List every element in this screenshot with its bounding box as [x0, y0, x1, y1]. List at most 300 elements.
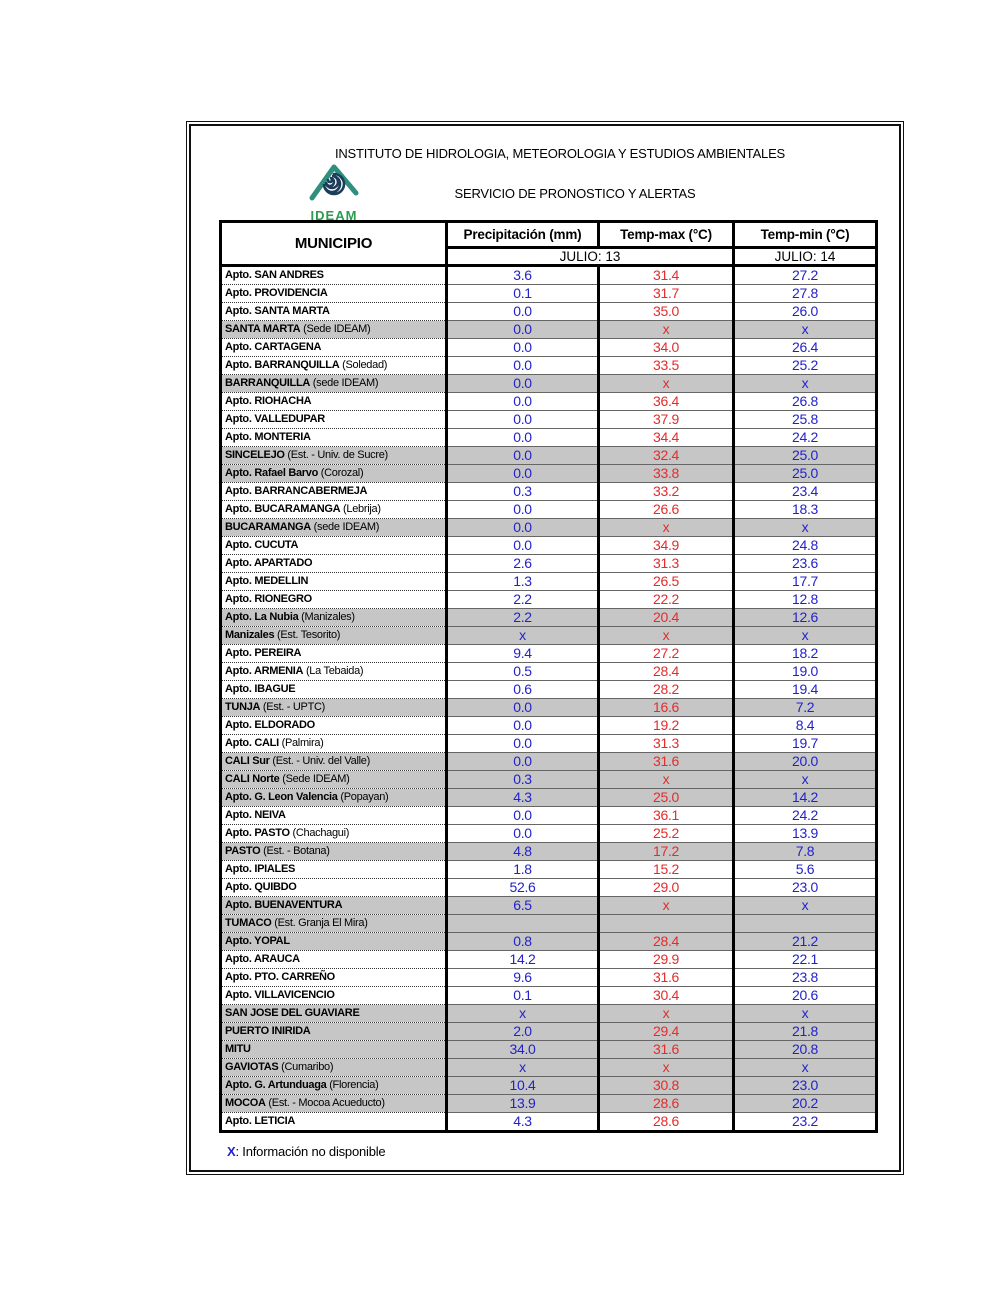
tempmin-value: x	[734, 1005, 877, 1023]
tempmin-value: 21.2	[734, 933, 877, 951]
tempmax-value: x	[599, 1005, 734, 1023]
municipio-name: PUERTO INIRIDA	[225, 1025, 311, 1037]
precipitation-value: 2.0	[447, 1023, 599, 1041]
tempmin-value: 17.7	[734, 573, 877, 591]
municipio-note: (Popayan)	[337, 791, 389, 803]
table-row	[221, 1023, 877, 1041]
table-row	[221, 303, 877, 321]
municipio-cell	[221, 357, 447, 375]
tempmin-value: x	[734, 627, 877, 645]
tempmax-value: 26.6	[599, 501, 734, 519]
tempmax-value: x	[599, 771, 734, 789]
municipio-note: (Est. - Botana)	[260, 845, 330, 857]
precipitation-value: 6.5	[447, 897, 599, 915]
municipio-note: (Chachagui)	[289, 827, 350, 839]
municipio-cell	[221, 537, 447, 555]
municipio-note: (Florencia)	[326, 1079, 379, 1091]
tempmin-value: 7.2	[734, 699, 877, 717]
municipio-name: Apto. SAN ANDRES	[225, 269, 324, 281]
municipio-cell	[221, 266, 447, 285]
precipitation-value: 0.0	[447, 825, 599, 843]
precipitation-value	[447, 915, 599, 933]
precipitation-value: 0.0	[447, 429, 599, 447]
precipitation-value: 0.3	[447, 771, 599, 789]
tempmin-value: 25.0	[734, 465, 877, 483]
municipio-note: (sede IDEAM)	[310, 377, 379, 389]
table-row	[221, 627, 877, 645]
tempmax-value: 26.5	[599, 573, 734, 591]
municipio-cell	[221, 915, 447, 933]
tempmin-value: 18.3	[734, 501, 877, 519]
municipio-cell	[221, 699, 447, 717]
table-row	[221, 429, 877, 447]
tempmin-value: 24.8	[734, 537, 877, 555]
date-header-julio14: JULIO: 14	[734, 248, 877, 266]
tempmax-value: 30.4	[599, 987, 734, 1005]
table-row	[221, 735, 877, 753]
municipio-name: Apto. G. Artunduaga	[225, 1079, 327, 1091]
tempmax-value: 25.0	[599, 789, 734, 807]
tempmin-value: 25.8	[734, 411, 877, 429]
municipio-cell	[221, 663, 447, 681]
table-row	[221, 861, 877, 879]
municipio-cell	[221, 645, 447, 663]
tempmin-value: 20.0	[734, 753, 877, 771]
municipio-name: Apto. RIONEGRO	[225, 593, 312, 605]
table-row	[221, 771, 877, 789]
tempmin-value: 23.8	[734, 969, 877, 987]
precipitation-value: 14.2	[447, 951, 599, 969]
municipio-note: (La Tebaida)	[303, 665, 364, 677]
table-row	[221, 609, 877, 627]
municipio-cell	[221, 501, 447, 519]
table-row	[221, 807, 877, 825]
municipio-note: (Est. Granja El Mira)	[271, 917, 368, 929]
tempmin-value: 25.2	[734, 357, 877, 375]
municipio-name: Apto. IPIALES	[225, 863, 296, 875]
tempmax-value: 28.2	[599, 681, 734, 699]
precipitation-value: 4.3	[447, 1113, 599, 1132]
precipitation-value: 4.8	[447, 843, 599, 861]
precipitation-value: 0.0	[447, 537, 599, 555]
municipio-name: Apto. CARTAGENA	[225, 341, 322, 353]
tempmin-value: 7.8	[734, 843, 877, 861]
table-row	[221, 717, 877, 735]
precipitation-value: 0.0	[447, 807, 599, 825]
precipitation-value: 0.8	[447, 933, 599, 951]
municipio-note: (Palmira)	[278, 737, 324, 749]
precipitation-value: 4.3	[447, 789, 599, 807]
precipitation-value: 34.0	[447, 1041, 599, 1059]
precipitation-value: 3.6	[447, 266, 599, 285]
table-row	[221, 519, 877, 537]
precipitation-value: 0.0	[447, 519, 599, 537]
tempmin-value: 24.2	[734, 807, 877, 825]
tempmax-value: 29.4	[599, 1023, 734, 1041]
municipio-cell	[221, 897, 447, 915]
municipio-note: (Soledad)	[339, 359, 388, 371]
table-row	[221, 285, 877, 303]
table-row	[221, 501, 877, 519]
municipio-note: (Corozal)	[318, 467, 364, 479]
municipio-note: (Sede IDEAM)	[279, 773, 350, 785]
precipitation-value: x	[447, 1005, 599, 1023]
municipio-name: Apto. APARTADO	[225, 557, 313, 569]
tempmax-value: x	[599, 627, 734, 645]
weather-table-body	[221, 266, 877, 1132]
municipio-note: (Sede IDEAM)	[300, 323, 371, 335]
precipitation-value: 9.6	[447, 969, 599, 987]
precipitation-value: 1.8	[447, 861, 599, 879]
municipio-note: (Manizales)	[298, 611, 355, 623]
municipio-name: Apto. ELDORADO	[225, 719, 315, 731]
precipitation-value: 0.0	[447, 375, 599, 393]
precipitation-value: 0.0	[447, 699, 599, 717]
tempmax-value: 33.2	[599, 483, 734, 501]
municipio-cell	[221, 321, 447, 339]
table-row	[221, 879, 877, 897]
municipio-cell	[221, 987, 447, 1005]
municipio-cell	[221, 555, 447, 573]
tempmin-value: x	[734, 771, 877, 789]
municipio-name: Apto. RIOHACHA	[225, 395, 312, 407]
municipio-name: Apto. BARRANQUILLA	[225, 359, 340, 371]
table-row	[221, 591, 877, 609]
tempmin-value: 23.4	[734, 483, 877, 501]
table-row	[221, 789, 877, 807]
precipitation-value: 0.0	[447, 393, 599, 411]
tempmax-value: 31.3	[599, 555, 734, 573]
municipio-cell	[221, 1023, 447, 1041]
municipio-name: Apto. PTO. CARREÑO	[225, 971, 335, 983]
municipio-cell	[221, 753, 447, 771]
municipio-name: GAVIOTAS	[225, 1061, 279, 1073]
municipio-name: Apto. G. Leon Valencia	[225, 791, 338, 803]
precipitation-value: 0.0	[447, 753, 599, 771]
precipitation-value: 0.1	[447, 987, 599, 1005]
table-row	[221, 393, 877, 411]
precipitation-value: 0.0	[447, 411, 599, 429]
tempmin-value: 18.2	[734, 645, 877, 663]
municipio-cell	[221, 627, 447, 645]
municipio-cell	[221, 807, 447, 825]
precipitation-value: 0.3	[447, 483, 599, 501]
table-row	[221, 447, 877, 465]
tempmin-value: 19.4	[734, 681, 877, 699]
municipio-name: Apto. CUCUTA	[225, 539, 299, 551]
municipio-cell	[221, 843, 447, 861]
tempmax-value: 27.2	[599, 645, 734, 663]
table-row	[221, 266, 877, 285]
tempmax-value: x	[599, 897, 734, 915]
precipitation-value: x	[447, 1059, 599, 1077]
municipio-cell	[221, 375, 447, 393]
municipio-cell	[221, 879, 447, 897]
tempmin-value: 22.1	[734, 951, 877, 969]
municipio-name: Apto. La Nubia	[225, 611, 299, 623]
municipio-note: (Est. - UPTC)	[260, 701, 326, 713]
municipio-name: Apto. VALLEDUPAR	[225, 413, 325, 425]
tempmin-value: 19.7	[734, 735, 877, 753]
tempmin-value: 27.2	[734, 266, 877, 285]
municipio-name: Apto. BARRANCABERMEJA	[225, 485, 368, 497]
service-subtitle: SERVICIO DE PRONOSTICO Y ALERTAS	[454, 186, 696, 201]
municipio-cell	[221, 969, 447, 987]
municipio-note: (Cumaribo)	[278, 1061, 334, 1073]
tempmax-value: 31.6	[599, 969, 734, 987]
tempmin-value: x	[734, 375, 877, 393]
tempmin-value: 13.9	[734, 825, 877, 843]
legend-text: : Información no disponible	[235, 1144, 386, 1159]
municipio-name: Apto. MONTERIA	[225, 431, 311, 443]
precipitation-value: 0.0	[447, 357, 599, 375]
municipio-name: CALI Sur	[225, 755, 270, 767]
tempmin-value: 20.8	[734, 1041, 877, 1059]
table-row	[221, 537, 877, 555]
table-row	[221, 1095, 877, 1113]
table-row	[221, 663, 877, 681]
tempmax-value: 31.6	[599, 1041, 734, 1059]
table-row	[221, 1005, 877, 1023]
tempmax-value: x	[599, 1059, 734, 1077]
tempmin-value: x	[734, 321, 877, 339]
municipio-name: PASTO	[225, 845, 261, 857]
document-header	[191, 126, 899, 223]
municipio-cell	[221, 285, 447, 303]
tempmax-value: 33.8	[599, 465, 734, 483]
municipio-name: Apto. PROVIDENCIA	[225, 287, 328, 299]
municipio-note: (Est. - Univ. de Sucre)	[284, 449, 388, 461]
tempmin-value: 12.6	[734, 609, 877, 627]
tempmax-value: 36.1	[599, 807, 734, 825]
tempmax-value: 34.4	[599, 429, 734, 447]
tempmin-value: 20.2	[734, 1095, 877, 1113]
column-header-municipio: MUNICIPIO	[221, 222, 447, 266]
tempmax-value: 29.0	[599, 879, 734, 897]
table-row	[221, 321, 877, 339]
municipio-cell	[221, 447, 447, 465]
table-row	[221, 375, 877, 393]
municipio-name: Apto. ARAUCA	[225, 953, 300, 965]
municipio-cell	[221, 789, 447, 807]
tempmax-value: 31.6	[599, 753, 734, 771]
precipitation-value: 2.6	[447, 555, 599, 573]
table-row	[221, 843, 877, 861]
table-row	[221, 573, 877, 591]
table-row	[221, 933, 877, 951]
tempmax-value: 31.4	[599, 266, 734, 285]
municipio-cell	[221, 717, 447, 735]
date-header-julio13: JULIO: 13	[447, 248, 734, 266]
tempmin-value: 19.0	[734, 663, 877, 681]
municipio-cell	[221, 1059, 447, 1077]
tempmax-value: 34.9	[599, 537, 734, 555]
municipio-name: Apto. QUIBDO	[225, 881, 297, 893]
tempmax-value: 15.2	[599, 861, 734, 879]
municipio-name: Apto. NEIVA	[225, 809, 286, 821]
tempmax-value: x	[599, 321, 734, 339]
municipio-name: Apto. LETICIA	[225, 1115, 296, 1127]
municipio-cell	[221, 771, 447, 789]
municipio-name: MOCOA	[225, 1097, 266, 1109]
table-row	[221, 483, 877, 501]
municipio-cell	[221, 1113, 447, 1132]
municipio-name: Apto. CALI	[225, 737, 279, 749]
municipio-cell	[221, 825, 447, 843]
table-row	[221, 987, 877, 1005]
municipio-cell	[221, 465, 447, 483]
tempmax-value: 25.2	[599, 825, 734, 843]
municipio-cell	[221, 1077, 447, 1095]
tempmax-value: 28.4	[599, 663, 734, 681]
municipio-cell	[221, 609, 447, 627]
tempmin-value: 25.0	[734, 447, 877, 465]
municipio-cell	[221, 339, 447, 357]
municipio-cell	[221, 861, 447, 879]
precipitation-value: 0.0	[447, 501, 599, 519]
tempmin-value: x	[734, 1059, 877, 1077]
table-row	[221, 699, 877, 717]
tempmax-value: 36.4	[599, 393, 734, 411]
table-row	[221, 411, 877, 429]
table-row	[221, 1077, 877, 1095]
tempmin-value: x	[734, 519, 877, 537]
municipio-name: Apto. PEREIRA	[225, 647, 302, 659]
tempmin-value	[734, 915, 877, 933]
tempmin-value: 23.0	[734, 1077, 877, 1095]
municipio-name: Apto. Rafael Barvo	[225, 467, 319, 479]
municipio-name: Apto. IBAGUE	[225, 683, 296, 695]
municipio-name: Apto. SANTA MARTA	[225, 305, 330, 317]
precipitation-value: x	[447, 627, 599, 645]
municipio-note: (Est. - Mocoa Acueducto)	[265, 1097, 385, 1109]
tempmax-value: 28.6	[599, 1095, 734, 1113]
tempmax-value: 33.5	[599, 357, 734, 375]
column-header-tempmin: Temp-min (°C)	[734, 222, 877, 248]
tempmin-value: 26.4	[734, 339, 877, 357]
municipio-cell	[221, 411, 447, 429]
municipio-name: Apto. ARMENIA	[225, 665, 304, 677]
municipio-name: SINCELEJO	[225, 449, 285, 461]
tempmin-value: 24.2	[734, 429, 877, 447]
municipio-cell	[221, 735, 447, 753]
tempmin-value: 23.0	[734, 879, 877, 897]
table-row	[221, 825, 877, 843]
table-row	[221, 357, 877, 375]
tempmin-value: 26.8	[734, 393, 877, 411]
tempmax-value: 28.4	[599, 933, 734, 951]
municipio-name: Apto. PASTO	[225, 827, 290, 839]
tempmax-value	[599, 915, 734, 933]
tempmax-value: 28.6	[599, 1113, 734, 1132]
municipio-name: Manizales	[225, 629, 275, 641]
precipitation-value: 0.5	[447, 663, 599, 681]
precipitation-value: 13.9	[447, 1095, 599, 1113]
municipio-name: Apto. BUCARAMANGA	[225, 503, 341, 515]
tempmax-value: 22.2	[599, 591, 734, 609]
table-row	[221, 897, 877, 915]
tempmax-value: x	[599, 519, 734, 537]
tempmax-value: 35.0	[599, 303, 734, 321]
tempmax-value: 20.4	[599, 609, 734, 627]
table-row	[221, 1041, 877, 1059]
tempmin-value: 27.8	[734, 285, 877, 303]
municipio-name: SAN JOSE DEL GUAVIARE	[225, 1007, 360, 1019]
legend-x-symbol: X	[227, 1144, 236, 1159]
tempmin-value: 8.4	[734, 717, 877, 735]
municipio-note: (Lebrija)	[340, 503, 381, 515]
municipio-cell	[221, 933, 447, 951]
municipio-note: (sede IDEAM)	[310, 521, 380, 533]
precipitation-value: 0.0	[447, 321, 599, 339]
municipio-cell	[221, 1095, 447, 1113]
tempmin-value: 26.0	[734, 303, 877, 321]
precipitation-value: 1.3	[447, 573, 599, 591]
municipio-name: BARRANQUILLA	[225, 377, 311, 389]
municipio-cell	[221, 393, 447, 411]
municipio-name: TUMACO	[225, 917, 272, 929]
precipitation-value: 10.4	[447, 1077, 599, 1095]
tempmax-value: 16.6	[599, 699, 734, 717]
municipio-cell	[221, 519, 447, 537]
table-row	[221, 951, 877, 969]
precipitation-value: 0.0	[447, 447, 599, 465]
tempmin-value: 12.8	[734, 591, 877, 609]
tempmin-value: 14.2	[734, 789, 877, 807]
ideam-logo-text: IDEAM	[310, 208, 358, 223]
precipitation-value: 0.1	[447, 285, 599, 303]
tempmax-value: 29.9	[599, 951, 734, 969]
municipio-cell	[221, 573, 447, 591]
tempmax-value: 30.8	[599, 1077, 734, 1095]
document-frame-inner	[189, 124, 901, 1172]
table-row	[221, 339, 877, 357]
column-header-precipitacion: Precipitación (mm)	[447, 222, 599, 248]
municipio-cell	[221, 1041, 447, 1059]
tempmin-value: 21.8	[734, 1023, 877, 1041]
municipio-note: (Est. - Univ. del Valle)	[269, 755, 370, 767]
municipio-cell	[221, 429, 447, 447]
tempmax-value: x	[599, 375, 734, 393]
tempmin-value: 20.6	[734, 987, 877, 1005]
municipio-note: (Est. Tesorito)	[274, 629, 341, 641]
column-header-tempmax: Temp-max (°C)	[599, 222, 734, 248]
tempmax-value: 31.3	[599, 735, 734, 753]
tempmax-value: 32.4	[599, 447, 734, 465]
table-row	[221, 969, 877, 987]
tempmin-value: 5.6	[734, 861, 877, 879]
weather-table	[219, 220, 878, 1133]
municipio-cell	[221, 951, 447, 969]
precipitation-value: 9.4	[447, 645, 599, 663]
precipitation-value: 2.2	[447, 609, 599, 627]
municipio-name: MITU	[225, 1043, 251, 1055]
municipio-name: Apto. BUENAVENTURA	[225, 899, 343, 911]
table-row	[221, 1059, 877, 1077]
tempmin-value: 23.6	[734, 555, 877, 573]
municipio-name: SANTA MARTA	[225, 323, 301, 335]
tempmax-value: 19.2	[599, 717, 734, 735]
precipitation-value: 0.0	[447, 339, 599, 357]
precipitation-value: 0.0	[447, 717, 599, 735]
municipio-name: TUNJA	[225, 701, 261, 713]
municipio-name: Apto. VILLAVICENCIO	[225, 989, 335, 1001]
table-row	[221, 645, 877, 663]
precipitation-value: 0.0	[447, 303, 599, 321]
municipio-name: BUCARAMANGA	[225, 521, 311, 533]
legend-note	[227, 1144, 899, 1159]
weather-table-header	[221, 222, 877, 266]
